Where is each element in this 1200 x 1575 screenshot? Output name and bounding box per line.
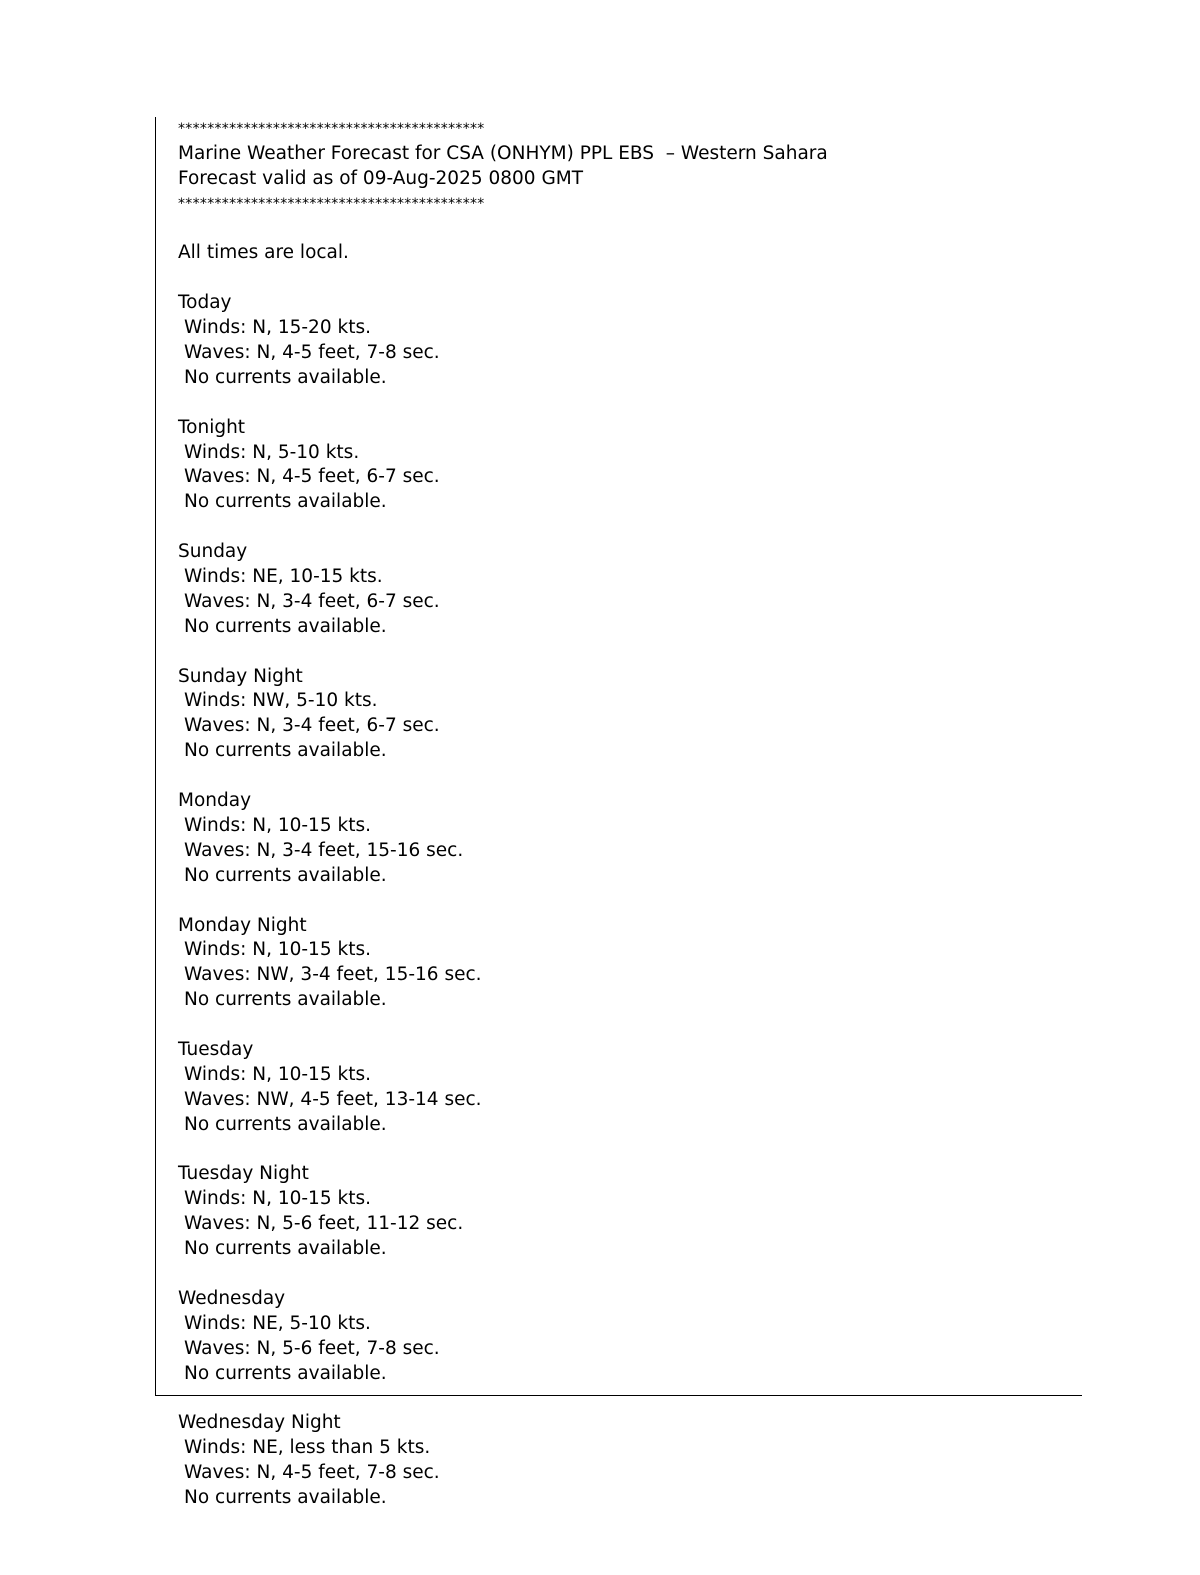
period-currents: No currents available. xyxy=(184,1113,387,1135)
forecast-period xyxy=(178,1411,1078,1511)
period-waves: Waves: N, 4-5 feet, 7-8 sec. xyxy=(184,1462,440,1484)
spacer xyxy=(178,640,1078,665)
period-winds: Winds: N, 5-10 kts. xyxy=(184,441,360,463)
period-winds: Winds: NE, 10-15 kts. xyxy=(184,566,383,588)
period-currents: No currents available. xyxy=(184,989,387,1011)
period-waves: Waves: N, 4-5 feet, 7-8 sec. xyxy=(184,342,440,364)
period-name: Wednesday xyxy=(178,1287,286,1309)
period-waves: Waves: N, 5-6 feet, 11-12 sec. xyxy=(184,1213,464,1235)
forecast-valid-time: Forecast valid as of 09-Aug-2025 0800 GMT xyxy=(178,167,584,189)
period-waves: Waves: N, 3-4 feet, 6-7 sec. xyxy=(184,590,440,612)
spacer xyxy=(178,1262,1078,1287)
spacer xyxy=(178,1013,1078,1038)
forecast-period xyxy=(178,540,1078,664)
period-winds: Winds: N, 10-15 kts. xyxy=(184,1188,371,1210)
period-winds: Winds: NE, 5-10 kts. xyxy=(184,1312,371,1334)
period-currents: No currents available. xyxy=(184,1362,387,1384)
period-currents: No currents available. xyxy=(184,491,387,513)
period-name: Wednesday Night xyxy=(178,1412,341,1434)
forecast-period xyxy=(178,1287,1078,1411)
spacer xyxy=(178,764,1078,789)
period-name: Sunday Night xyxy=(178,665,303,687)
period-winds: Winds: N, 10-15 kts. xyxy=(184,814,371,836)
forecast-period xyxy=(178,1038,1078,1162)
period-name: Tuesday Night xyxy=(178,1163,309,1185)
forecast-period xyxy=(178,789,1078,913)
period-currents: No currents available. xyxy=(184,366,387,388)
forecast-period xyxy=(178,416,1078,540)
spacer xyxy=(178,1386,1078,1411)
spacer xyxy=(178,515,1078,540)
period-name: Monday Night xyxy=(178,914,307,936)
forecast-title: Marine Weather Forecast for CSA (ONHYM) PPL EBS – Western Sahara xyxy=(178,142,828,164)
period-waves: Waves: N, 5-6 feet, 7-8 sec. xyxy=(184,1337,440,1359)
period-name: Today xyxy=(178,292,232,314)
stars-divider-bottom: ****************************************** xyxy=(178,195,485,212)
period-winds: Winds: N, 10-15 kts. xyxy=(184,939,371,961)
period-currents: No currents available. xyxy=(184,1238,387,1260)
period-waves: Waves: N, 4-5 feet, 6-7 sec. xyxy=(184,466,440,488)
forecast-document xyxy=(178,117,1078,1511)
times-note: All times are local. xyxy=(178,242,349,264)
period-winds: Winds: NW, 5-10 kts. xyxy=(184,690,378,712)
spacer xyxy=(178,1138,1078,1163)
period-name: Tonight xyxy=(178,416,246,438)
period-name: Sunday xyxy=(178,541,248,563)
period-winds: Winds: N, 15-20 kts. xyxy=(184,317,371,339)
period-name: Monday xyxy=(178,790,252,812)
forecast-period xyxy=(178,291,1078,415)
forecast-period xyxy=(178,914,1078,1038)
spacer xyxy=(178,889,1078,914)
spacer xyxy=(178,391,1078,416)
forecast-period xyxy=(178,665,1078,789)
period-waves: Waves: NW, 3-4 feet, 15-16 sec. xyxy=(184,964,482,986)
period-name: Tuesday xyxy=(178,1038,254,1060)
frame-left-border xyxy=(155,117,156,1396)
spacer xyxy=(178,266,1078,291)
period-currents: No currents available. xyxy=(184,740,387,762)
period-waves: Waves: N, 3-4 feet, 15-16 sec. xyxy=(184,839,464,861)
period-currents: No currents available. xyxy=(184,864,387,886)
spacer xyxy=(178,217,1078,242)
period-waves: Waves: NW, 4-5 feet, 13-14 sec. xyxy=(184,1088,482,1110)
period-currents: No currents available. xyxy=(184,1486,387,1508)
stars-divider-top: ****************************************** xyxy=(178,121,485,137)
forecast-period xyxy=(178,1162,1078,1286)
period-currents: No currents available. xyxy=(184,615,387,637)
period-winds: Winds: NE, less than 5 kts. xyxy=(184,1437,431,1459)
period-waves: Waves: N, 3-4 feet, 6-7 sec. xyxy=(184,715,440,737)
period-winds: Winds: N, 10-15 kts. xyxy=(184,1063,371,1085)
